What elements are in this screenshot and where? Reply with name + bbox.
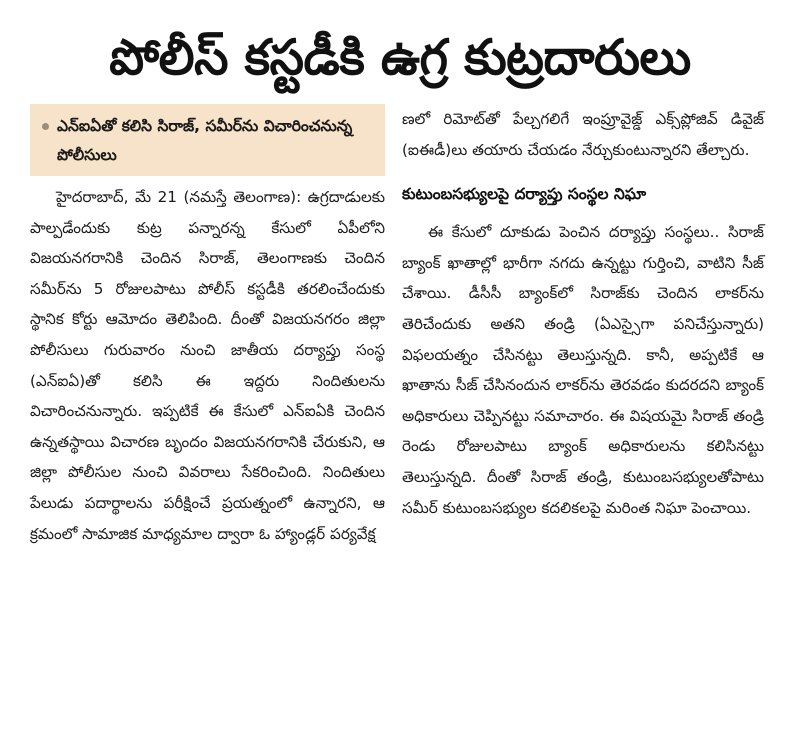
highlight-text: ఎన్ఐఏతో కలిసి సిరాజ్, సమీర్‌ను విచారించనున్న పోలీసులు bbox=[57, 117, 353, 164]
left-column bbox=[30, 104, 385, 549]
article-continuation: ణలో రిమోట్‌తో పేల్చగలిగే ఇంప్రూవైజ్డ్ ఎక్స్‌ప్లోజివ్ డివైజ్ (ఐఈడీ)లు తయారు చేయడం నేర్చుకుంటున్నారని తేల్చారు. bbox=[402, 110, 764, 159]
bullet-icon bbox=[42, 123, 49, 130]
article-paragraph-2: ఈ కేసులో దూకుడు పెంచిన దర్యాప్తు సంస్థలు.. సిరాజ్ బ్యాంక్ ఖాతాల్లో భారీగా నగదు ఉన్నట్టు గుర్తించి, వాటిని సీజ్ చేశాయి. డీసీసీ బ్యాంక్‌లో సిరాజ్‌కు చెందిన లాకర్‌ను తెరిచేందుకు అతని తండ్రి (ఏఎస్సైగా పనిచేస్తున్నారు) విఫలయత్నం చేసినట్టు తెలుస్తున్నది. కానీ, అప్పటికే ఆ ఖాతాను సీజ్ చేసినందున లాకర్‌ను తెరవడం కుదరదని బ్యాంక్ అధికారులు చెప్పినట్టు సమాచారం. ఈ విషయమై సిరాజ్ తండ్రి రెండు రోజులపాటు బ్యాంక్ అధికారులను కలిసినట్టు తెలుస్తున్నది. దీంతో సిరాజ్ తండ్రి, కుటుంబసభ్యులతోపాటు సమీర్ కుటుంబసభ్యుల కదలికలపై మరింత నిఘా పెంచాయి. bbox=[402, 223, 764, 517]
article-paragraph-1: హైదరాబాద్, మే 21 (నమస్తే తెలంగాణ): ఉగ్రదాడులకు పాల్పడేందుకు కుట్ర పన్నారన్న కేసులో ఏపీలోని విజయనగరానికి చెందిన సిరాజ్, తెలంగాణకు చెందిన సమీర్‌ను 5 రోజులపాటు పోలీస్ కస్టడీకి తరలించేందుకు స్థానిక కోర్టు ఆమోదం తెలిపింది. దీంతో విజయనగరం జిల్లా పోలీసులు గురువారం నుంచి జాతీయ దర్యాప్తు సంస్థ (ఎన్ఐఏ)తో కలిసి ఈ ఇద్దరు నిందితులను విచారించనున్నారు. ఇప్పటికే ఈ కేసులో ఎన్ఐఏకి చెందిన ఉన్నతస్థాయి విచారణ బృందం విజయనగరానికి చేరుకుని, ఆ జిల్లా పోలీసుల నుంచి వివరాలు సేకరించింది. నిందితులు పేలుడు పదార్థాలను పరీక్షించే ప్రయత్నంలో ఉన్నారని, ఆ క్రమంలో సామాజిక మాధ్యమాల ద్వారా ఓ హ్యాండ్లర్ పర్యవేక్ష bbox=[30, 188, 385, 543]
right-column bbox=[402, 104, 764, 523]
subheading: కుటుంబసభ్యులపై దర్యాప్తు సంస్థల నిఘా bbox=[402, 185, 647, 204]
highlight-box bbox=[30, 104, 385, 176]
highlight-line bbox=[42, 112, 375, 170]
headline: పోలీస్ కస్టడీకి ఉగ్ర కుట్రదారులు bbox=[109, 29, 691, 86]
